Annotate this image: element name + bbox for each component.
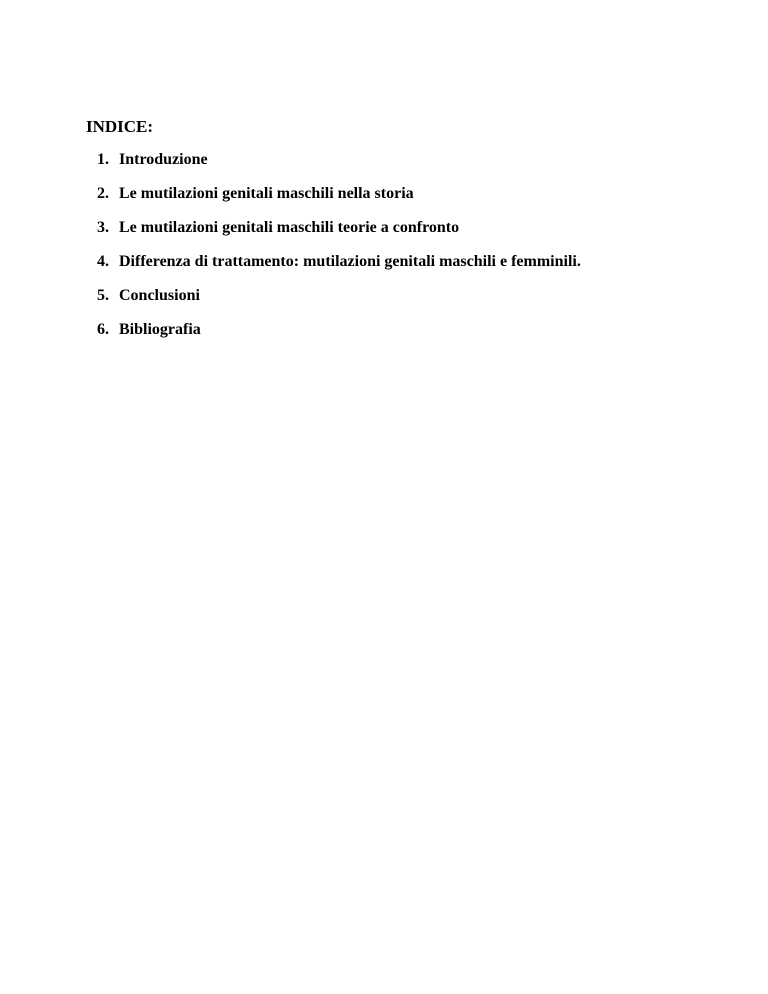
toc-item-number: 3. <box>97 219 109 236</box>
toc-item <box>97 184 581 218</box>
toc-item-number: 1. <box>97 151 109 168</box>
toc-item-label: Introduzione <box>119 151 208 168</box>
toc-item <box>97 150 581 184</box>
toc-item <box>97 320 581 354</box>
toc-item-number: 4. <box>97 253 109 270</box>
toc-heading: INDICE: <box>86 117 154 136</box>
toc-item-label: Le mutilazioni genitali maschili nella storia <box>119 185 414 202</box>
toc-item-number: 6. <box>97 321 109 338</box>
toc-item-label: Conclusioni <box>119 287 200 304</box>
toc-item-label: Le mutilazioni genitali maschili teorie a confronto <box>119 219 460 236</box>
toc-item <box>97 286 581 320</box>
toc-item <box>97 252 581 286</box>
toc-item-label: Bibliografia <box>119 321 201 338</box>
toc-item-number: 2. <box>97 185 109 202</box>
toc-item-label: Differenza di trattamento: mutilazioni genitali maschili e femminili. <box>119 253 581 270</box>
toc-item <box>97 218 581 252</box>
toc-list <box>97 150 581 354</box>
toc-item-number: 5. <box>97 287 109 304</box>
